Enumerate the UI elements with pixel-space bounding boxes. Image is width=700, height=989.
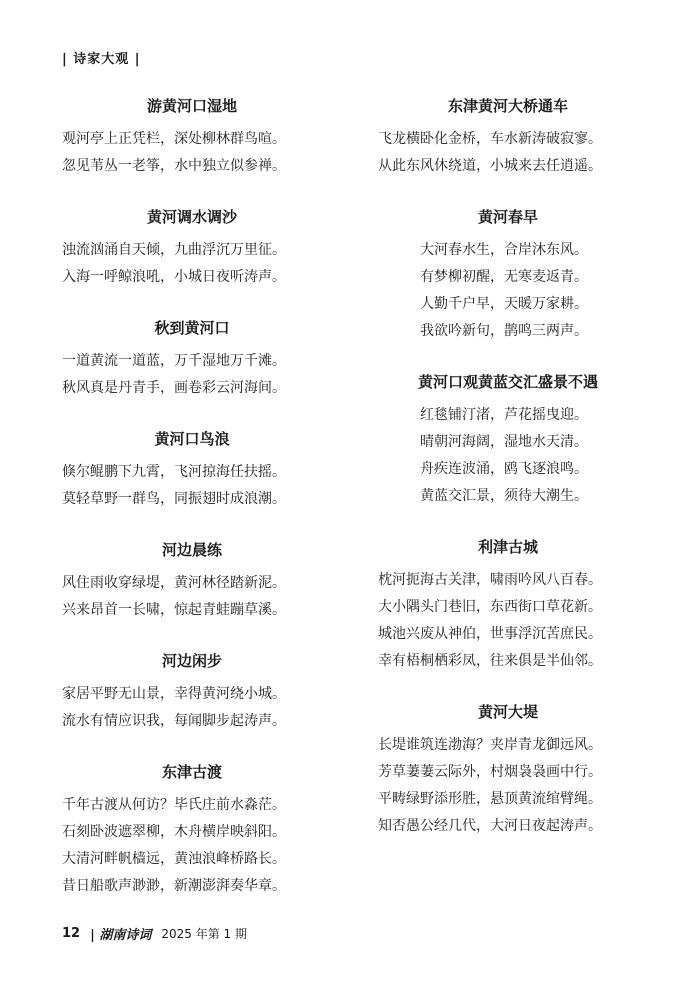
- poem-line: 飞龙横卧化金桥，车水新涛破寂寥。: [378, 131, 602, 147]
- poem-line: 忽见苇丛一老筝，水中独立似参禅。: [62, 158, 286, 174]
- poem-line: 黄蓝交汇景，须待大潮生。: [420, 488, 588, 504]
- poem-line: 从此东风休绕道，小城来去任逍遥。: [378, 158, 602, 174]
- poem-line: 长堤谁筑连渤海？夹岸青龙御远风。: [378, 737, 602, 753]
- poem-title: 河边晨练: [161, 541, 222, 559]
- poem-line: 一道黄流一道蓝，万千湿地万千滩。: [62, 353, 286, 369]
- poem-title: 东津黄河大桥通车: [447, 97, 568, 115]
- section-header: | 诗家大观 |: [62, 52, 141, 67]
- poem-title: 秋到黄河口: [154, 319, 230, 337]
- poem-block: [378, 702, 638, 840]
- poem-title: 黄河春早: [477, 208, 538, 226]
- poem-block: [378, 372, 638, 510]
- poem-line: 幸有梧桐栖彩凤，往来俱是半仙邻。: [378, 653, 602, 669]
- poem-block: [62, 429, 322, 513]
- poem-line: 人勤千户早，天暖万家耕。: [420, 296, 588, 312]
- poem-title: 东津古渡: [161, 763, 222, 781]
- poem-title: 游黄河口湿地: [146, 97, 237, 115]
- poem-line: 晴朝河海阔，湿地水天清。: [420, 434, 588, 450]
- poem-line: 大小隅头门巷旧，东西街口草花新。: [378, 599, 602, 615]
- poem-title: 黄河调水调沙: [146, 208, 237, 226]
- poem-title: 河边闲步: [161, 652, 222, 670]
- left-column: [62, 96, 322, 927]
- poem-line: 千年古渡从何访？毕氏庄前水淼茫。: [62, 797, 286, 813]
- poem-line: 流水有情应识我，每闻脚步起涛声。: [62, 713, 286, 729]
- poem-title: 黄河大堤: [477, 703, 538, 721]
- poem-block: [378, 207, 638, 345]
- poem-line: 入海一呼鲸浪吼，小城日夜听涛声。: [62, 269, 286, 285]
- poem-line: 平畴绿野添形胜，悬顶黄流绾臂绳。: [378, 791, 602, 807]
- poem-line: 我欲吟新句，鹊鸣三两声。: [420, 323, 588, 339]
- poem-block: [62, 96, 322, 180]
- poem-line: 家居平野无山景，幸得黄河绕小城。: [62, 686, 286, 702]
- magazine-title: | 湖南诗词: [90, 928, 152, 943]
- poem-line: 有梦柳初醒，无寒麦返青。: [420, 269, 588, 285]
- poem-title: 利津古城: [477, 538, 538, 556]
- poem-block: [62, 318, 322, 402]
- poem-line: 舟疾连波涌，鸥飞逐浪鸣。: [420, 461, 588, 477]
- poem-line: 倏尔鲲鹏下九霄，飞河掠海任扶摇。: [62, 464, 286, 480]
- poem-line: 石刻卧波遮翠柳，木舟横岸映斜阳。: [62, 824, 286, 840]
- poem-line: 枕河扼海古关津，啸雨吟风八百春。: [378, 572, 602, 588]
- poem-block: [62, 651, 322, 735]
- poem-line: 城池兴废从神伯，世事浮沉苦庶民。: [378, 626, 602, 642]
- poem-line: 秋风真是丹青手，画卷彩云河海间。: [62, 380, 286, 396]
- poem-line: 观河亭上正凭栏，深处柳林群鸟喧。: [62, 131, 286, 147]
- poem-line: 知否愚公经几代，大河日夜起涛声。: [378, 818, 602, 834]
- poem-line: 风住雨收穿绿堤，黄河林径踏新泥。: [62, 575, 286, 591]
- poem-line: 浊流汹涌自天倾，九曲浮沉万里征。: [62, 242, 286, 258]
- poem-block: [62, 540, 322, 624]
- poem-line: 芳草萋萋云际外，村烟袅袅画中行。: [378, 764, 602, 780]
- poem-block: [378, 537, 638, 675]
- poem-line: 昔日船歌声渺渺，新潮澎湃奏华章。: [62, 878, 286, 894]
- poem-line: 红毯铺汀渚，芦花摇曳迎。: [420, 407, 588, 423]
- poem-title: 黄河口鸟浪: [154, 430, 230, 448]
- right-column: [378, 96, 638, 867]
- issue-label: 2025 年第 1 期: [161, 927, 247, 941]
- poem-title: 黄河口观黄蓝交汇盛景不遇: [417, 373, 598, 391]
- poem-block: [62, 762, 322, 900]
- poem-line: 大河春水生，合岸沐东风。: [420, 242, 588, 258]
- poem-block: [378, 96, 638, 180]
- page-footer: [62, 924, 247, 943]
- page-number: 12: [62, 926, 81, 941]
- poem-line: 莫轻草野一群鸟，同振翅时成浪潮。: [62, 491, 286, 507]
- poem-line: 兴来昂首一长啸，惊起青蛙蹦草溪。: [62, 602, 286, 618]
- poem-line: 大清河畔帆樯远，黄浊浪峰桥路长。: [62, 851, 286, 867]
- poem-block: [62, 207, 322, 291]
